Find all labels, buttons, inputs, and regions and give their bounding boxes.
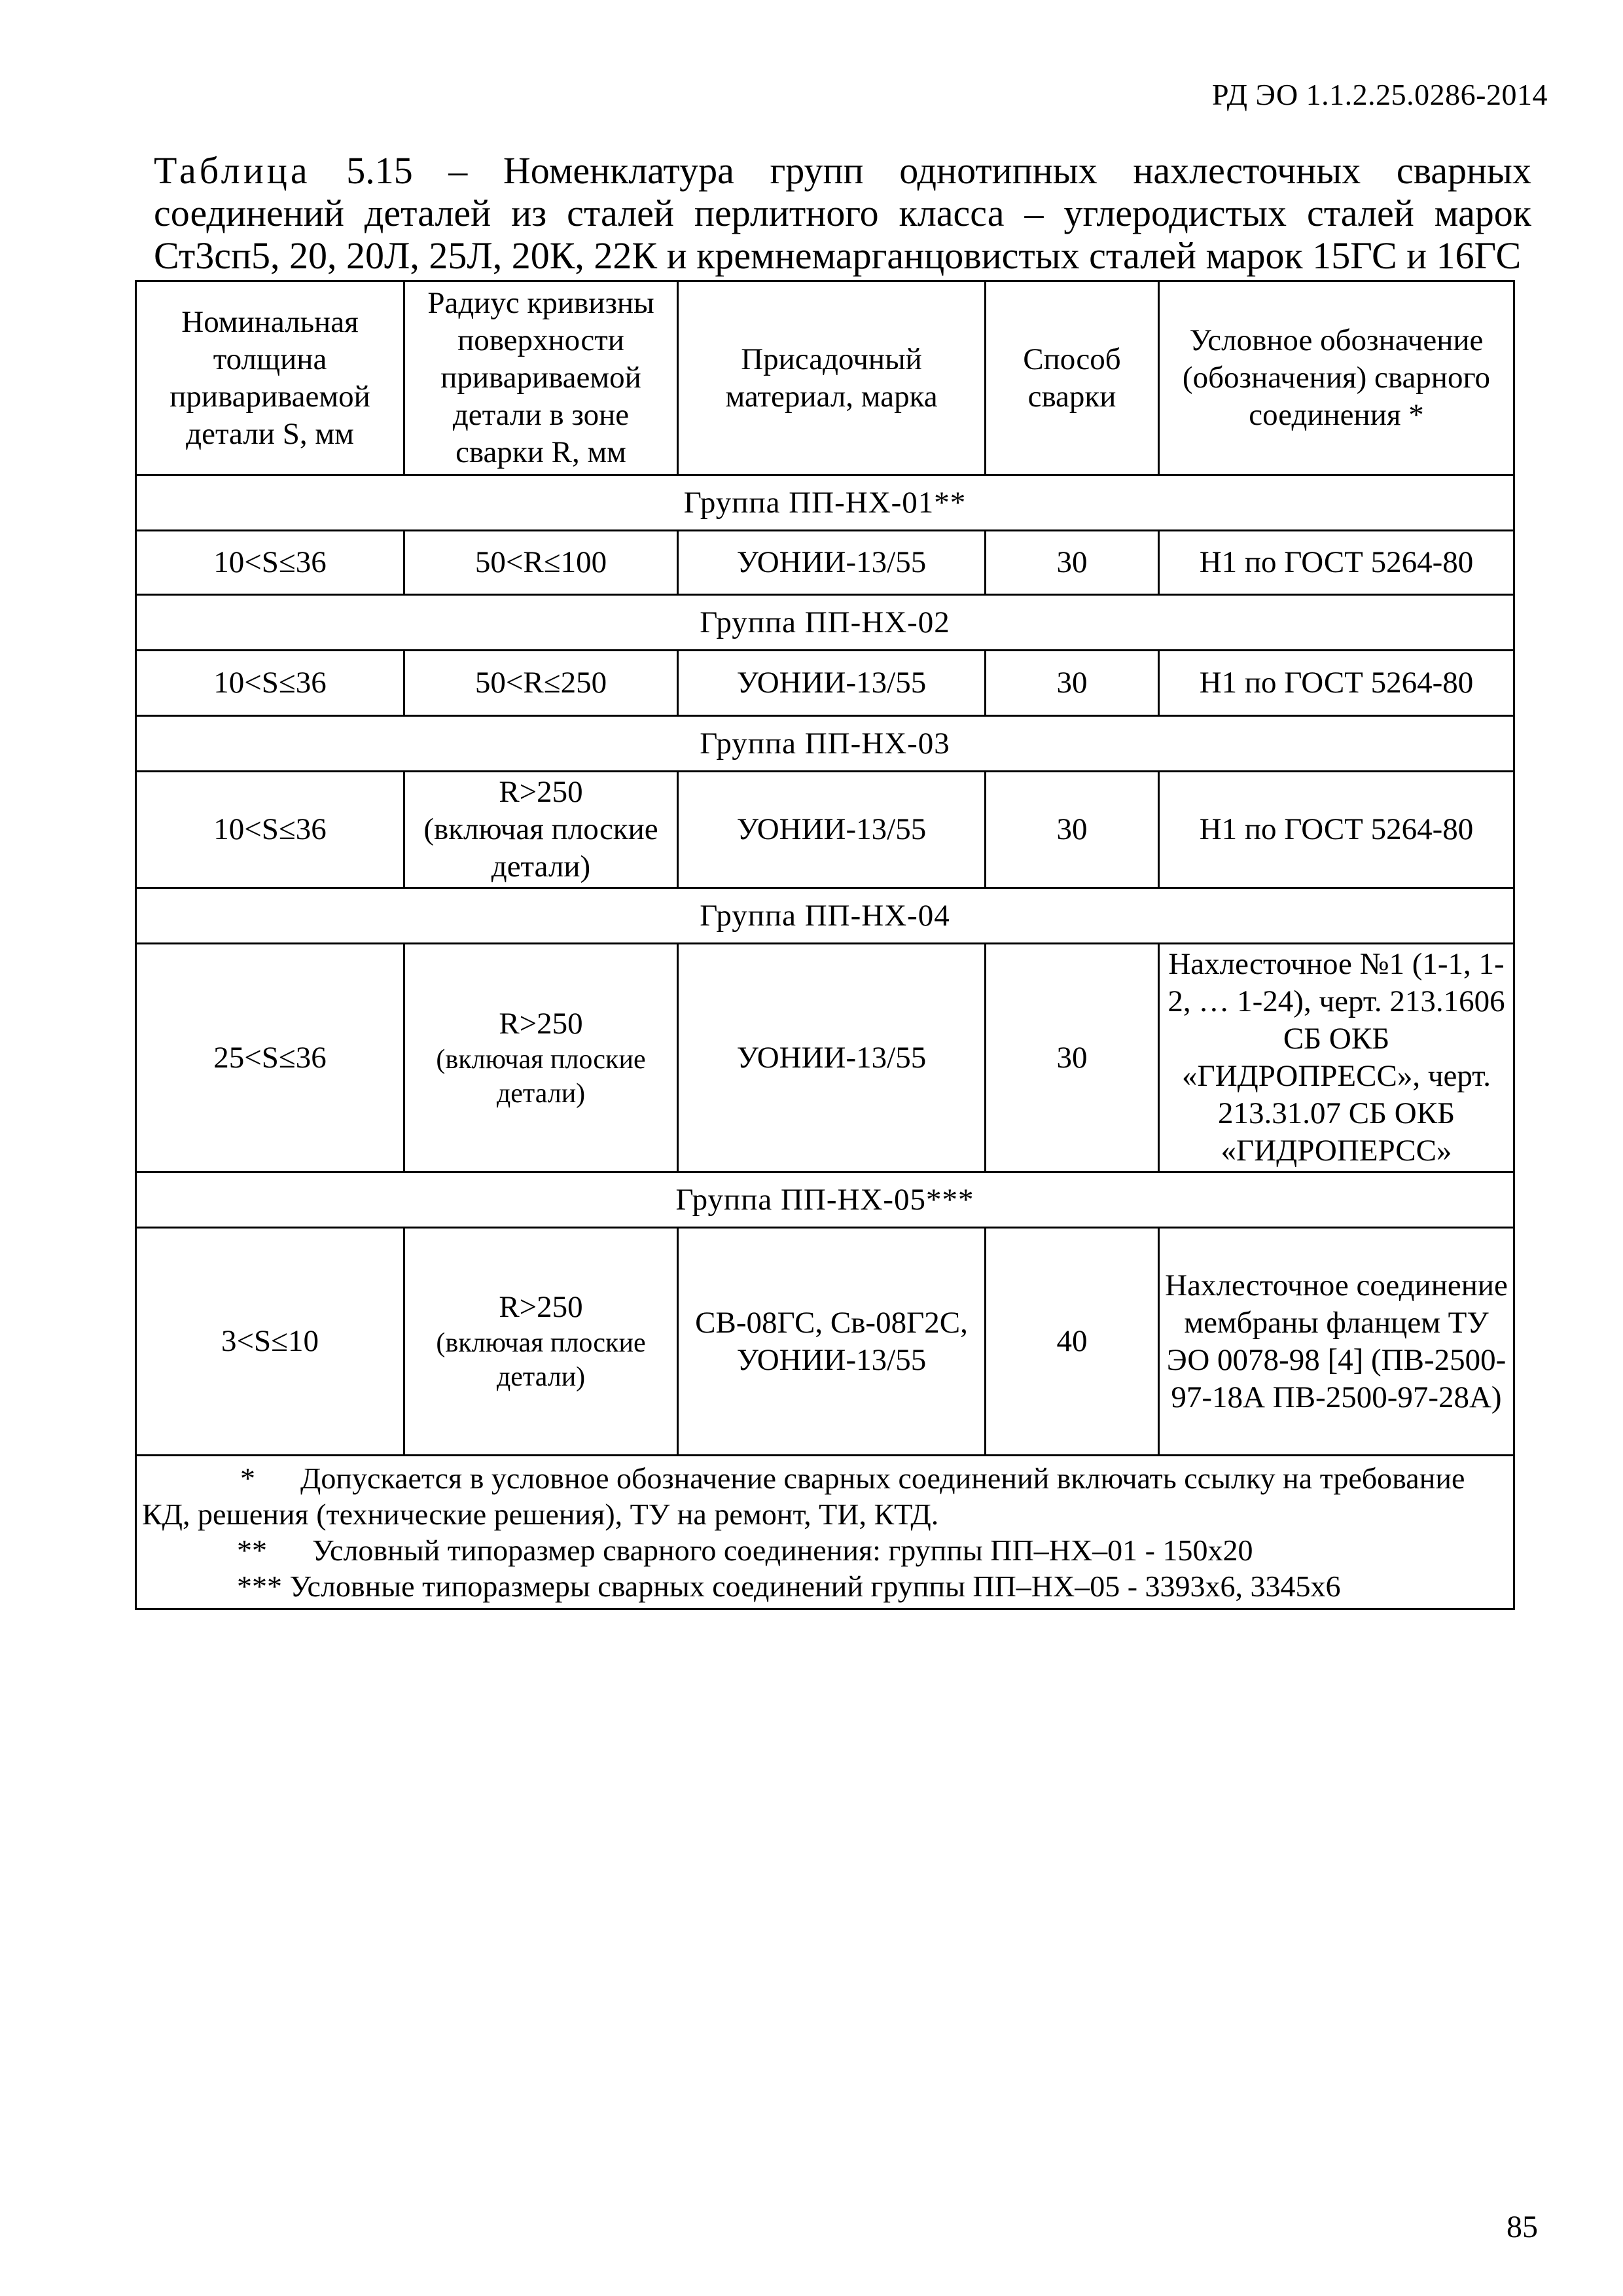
cell-radius bbox=[404, 651, 678, 716]
footnote-text: Допускается в условное обозначение сварных соединений включать ссылку на требование КД, решения (технические решения), ТУ на ремонт, ТИ, КТД. bbox=[142, 1462, 1465, 1531]
header-thickness: Номинальная толщина привариваемой детали S, мм bbox=[136, 281, 404, 475]
group-title-row bbox=[136, 475, 1514, 531]
radius-value: 50<R≤250 bbox=[474, 666, 607, 700]
cell-radius bbox=[404, 944, 678, 1172]
table-header-row bbox=[136, 281, 1514, 475]
footnote bbox=[142, 1460, 1508, 1532]
group-title: Группа ПП-НХ-02 bbox=[136, 595, 1514, 651]
footnote-mark: ** bbox=[237, 1534, 267, 1567]
cell-method: 30 bbox=[986, 772, 1159, 888]
radius-value: R>250 bbox=[499, 775, 583, 809]
group-title-row bbox=[136, 888, 1514, 944]
group-title: Группа ПП-НХ-04 bbox=[136, 888, 1514, 944]
footnote-text: Условный типоразмер сварного соединения: группы ПП–НХ–01 - 150х20 bbox=[312, 1534, 1253, 1567]
table-row bbox=[136, 531, 1514, 595]
cell-method: 30 bbox=[986, 531, 1159, 595]
cell-designation: Нахлесточное соединение мембраны фланцем ТУ ЭО 0078-98 [4] (ПВ-2500-97-18А ПВ-2500-97-28А) bbox=[1159, 1228, 1514, 1456]
cell-method: 40 bbox=[986, 1228, 1159, 1456]
cell-thickness: 10<S≤36 bbox=[136, 531, 404, 595]
group-title: Группа ПП-НХ-01** bbox=[136, 475, 1514, 531]
radius-note: (включая плоские детали) bbox=[436, 1328, 646, 1392]
notes-cell bbox=[136, 1456, 1514, 1609]
group-title-row bbox=[136, 716, 1514, 772]
footnote-text: Условные типоразмеры сварных соединений группы ПП–НХ–05 - 3393х6, 3345х6 bbox=[289, 1570, 1341, 1603]
radius-value: R>250 bbox=[499, 1290, 583, 1324]
footnote-mark: *** bbox=[237, 1570, 282, 1603]
radius-value: R>250 bbox=[499, 1006, 583, 1041]
cell-filler: УОНИИ-13/55 bbox=[678, 772, 986, 888]
footnote-mark: * bbox=[240, 1462, 255, 1495]
notes-row bbox=[136, 1456, 1514, 1609]
table-row bbox=[136, 651, 1514, 716]
cell-designation: Н1 по ГОСТ 5264-80 bbox=[1159, 531, 1514, 595]
group-title: Группа ПП-НХ-03 bbox=[136, 716, 1514, 772]
cell-filler: УОНИИ-13/55 bbox=[678, 651, 986, 716]
cell-thickness: 10<S≤36 bbox=[136, 772, 404, 888]
caption-label: Таблица bbox=[154, 149, 311, 192]
radius-note: (включая плоские детали) bbox=[423, 812, 658, 884]
footnote bbox=[142, 1532, 1508, 1568]
document-code: РД ЭО 1.1.2.25.0286-2014 bbox=[1212, 78, 1548, 111]
cell-filler: СВ-08ГС, Св-08Г2С, УОНИИ-13/55 bbox=[678, 1228, 986, 1456]
cell-method: 30 bbox=[986, 651, 1159, 716]
table-row bbox=[136, 944, 1514, 1172]
cell-radius bbox=[404, 1228, 678, 1456]
group-title-row bbox=[136, 1172, 1514, 1228]
cell-radius bbox=[404, 772, 678, 888]
cell-thickness: 25<S≤36 bbox=[136, 944, 404, 1172]
cell-filler: УОНИИ-13/55 bbox=[678, 944, 986, 1172]
table-row bbox=[136, 772, 1514, 888]
header-radius: Радиус кривизны поверхности привариваемой детали в зоне сварки R, мм bbox=[404, 281, 678, 475]
weld-groups-table bbox=[135, 280, 1515, 1610]
header-filler: Присадочный материал, марка bbox=[678, 281, 986, 475]
cell-designation: Н1 по ГОСТ 5264-80 bbox=[1159, 651, 1514, 716]
cell-designation: Нахлесточное №1 (1-1, 1-2, … 1-24), черт. 213.1606 СБ ОКБ «ГИДРОПРЕСС», черт. 213.31.07 СБ ОКБ «ГИДРОПЕРСС» bbox=[1159, 944, 1514, 1172]
caption-text: 5.15 – Номенклатура групп однотипных нахлесточных сварных соединений деталей из сталей перлитного класса – углеродистых сталей марок Ст3сп5, 20, 20Л, 25Л, 20К, 22К и кремнемарганцовистых сталей марок 15ГС и 16ГС bbox=[154, 149, 1532, 277]
cell-method: 30 bbox=[986, 944, 1159, 1172]
radius-note: (включая плоские детали) bbox=[436, 1044, 646, 1109]
cell-filler: УОНИИ-13/55 bbox=[678, 531, 986, 595]
header-designation: Условное обозначение (обозначения) сварного соединения * bbox=[1159, 281, 1514, 475]
cell-radius bbox=[404, 531, 678, 595]
table-caption bbox=[154, 149, 1531, 277]
table-row bbox=[136, 1228, 1514, 1456]
cell-thickness: 3<S≤10 bbox=[136, 1228, 404, 1456]
radius-value: 50<R≤100 bbox=[474, 545, 607, 579]
cell-designation: Н1 по ГОСТ 5264-80 bbox=[1159, 772, 1514, 888]
cell-thickness: 10<S≤36 bbox=[136, 651, 404, 716]
table-body bbox=[136, 475, 1514, 1609]
group-title: Группа ПП-НХ-05*** bbox=[136, 1172, 1514, 1228]
group-title-row bbox=[136, 595, 1514, 651]
header-method: Способ сварки bbox=[986, 281, 1159, 475]
footnote bbox=[142, 1568, 1508, 1604]
page-number: 85 bbox=[1507, 2210, 1538, 2244]
